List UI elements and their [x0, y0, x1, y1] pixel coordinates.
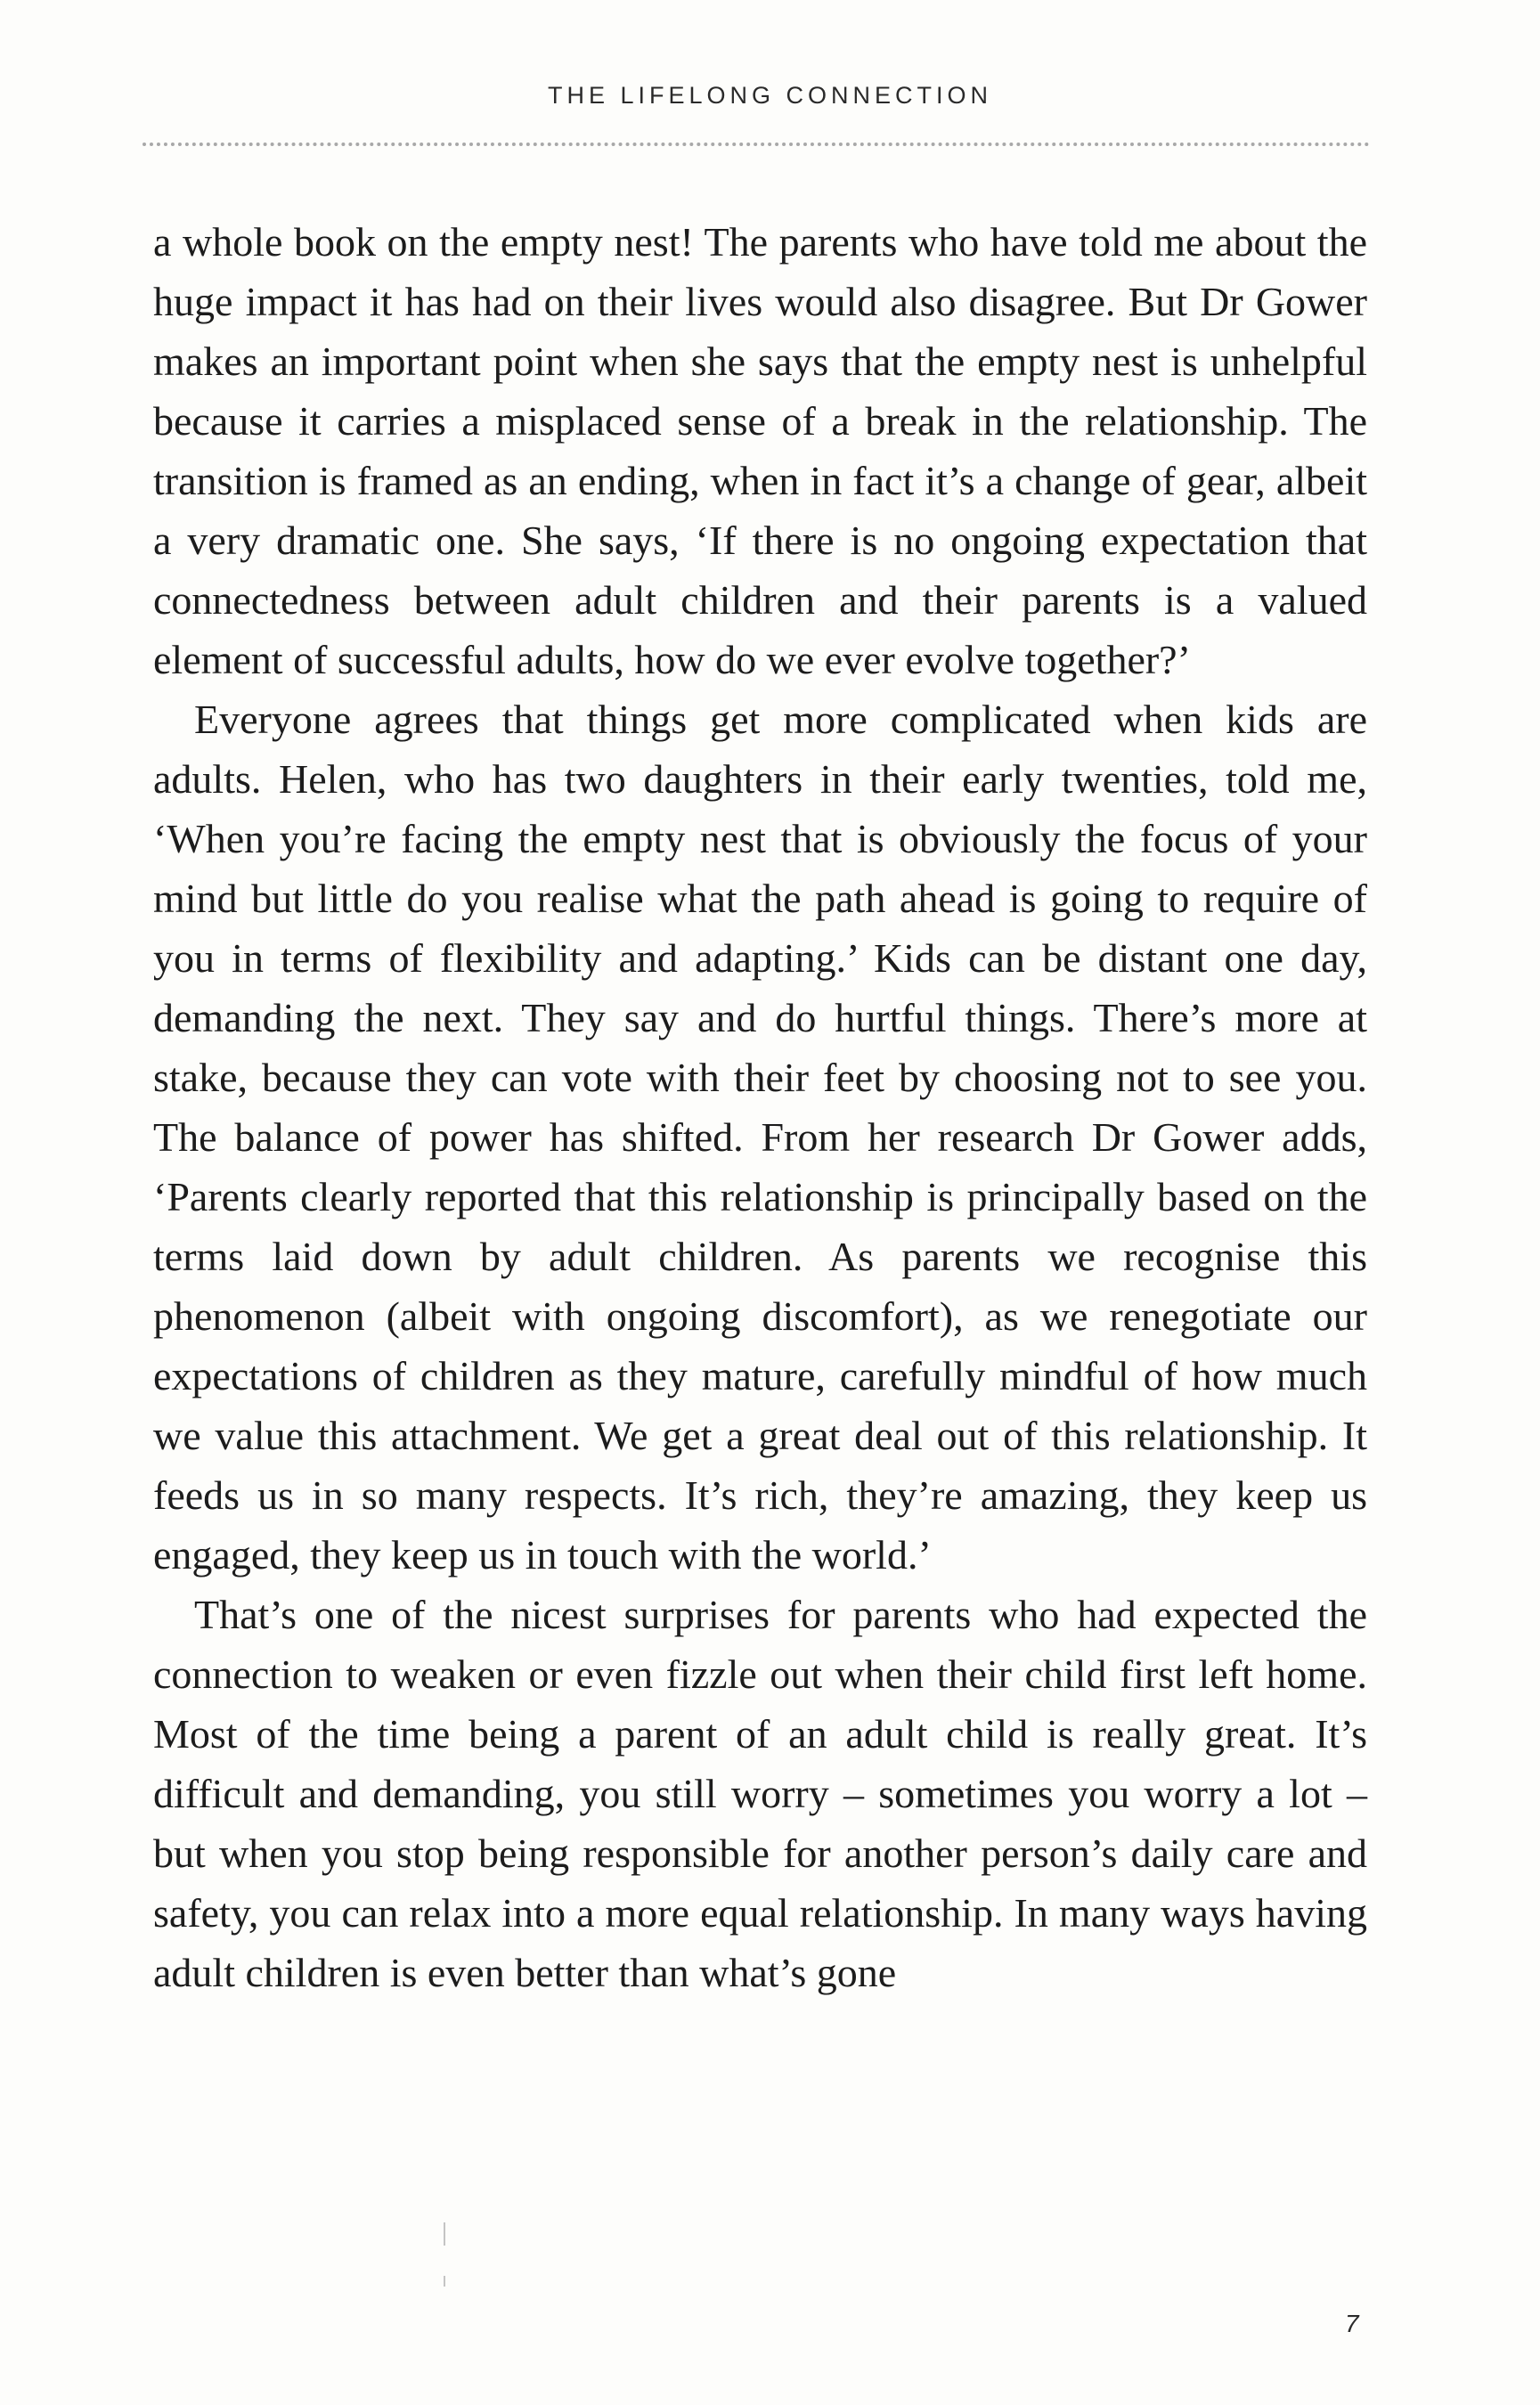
- body-text: [153, 212, 1367, 2002]
- paragraph-1: a whole book on the empty nest! The parents who have told me about the huge impact it has had on their lives would also disagree. But Dr Gower makes an important point when she says that the empty nest is unhelpful because it carries a misplaced sense of a break in the relationship. The transition is framed as an ending, when in fact it’s a change of gear, albeit a very dramatic one. She says, ‘If there is no ongoing expectation that connectedness between adult children and their parents is a valued element of successful adults, how do we ever evolve together?’: [153, 219, 1367, 682]
- scan-speck: [444, 2276, 445, 2287]
- running-head: THE LIFELONG CONNECTION: [547, 82, 993, 109]
- scan-speck: [444, 2222, 445, 2246]
- page-number: 7: [1345, 2310, 1359, 2337]
- paragraph-2: Everyone agrees that things get more complicated when kids are adults. Helen, who has two daughters in their early twenties, told me, ‘When you’re facing the empty nest that is obviously the focus of your mind but little do you realise what the path ahead is going to require of you in terms of flexibility and adapting.’ Kids can be distant one day, demanding the next. They say and do hurtful things. There’s more at stake, because they can vote with their feet by choosing not to see you. The balance of power has shifted. From her research Dr Gower adds, ‘Parents clearly reported that this relationship is principally based on the terms laid down by adult children. As parents we recognise this phenomenon (albeit with ongoing discomfort), as we renegotiate our expectations of children as they mature, carefully mindful of how much we value this attachment. We get a great deal out of this relationship. It feeds us in so many respects. It’s rich, they’re amazing, they keep us engaged, they keep us in touch with the world.’: [153, 697, 1367, 1578]
- paragraph-3: That’s one of the nicest surprises for parents who had expected the connection to weaken or even fizzle out when their child first left home. Most of the time being a parent of an adult child is really great. It’s difficult and demanding, you still worry – sometimes you worry a lot – but when you stop being responsible for another person’s daily care and safety, you can relax into a more equal relationship. In many ways having adult children is even better than what’s gone: [153, 1592, 1367, 1995]
- dotted-rule: [143, 143, 1370, 146]
